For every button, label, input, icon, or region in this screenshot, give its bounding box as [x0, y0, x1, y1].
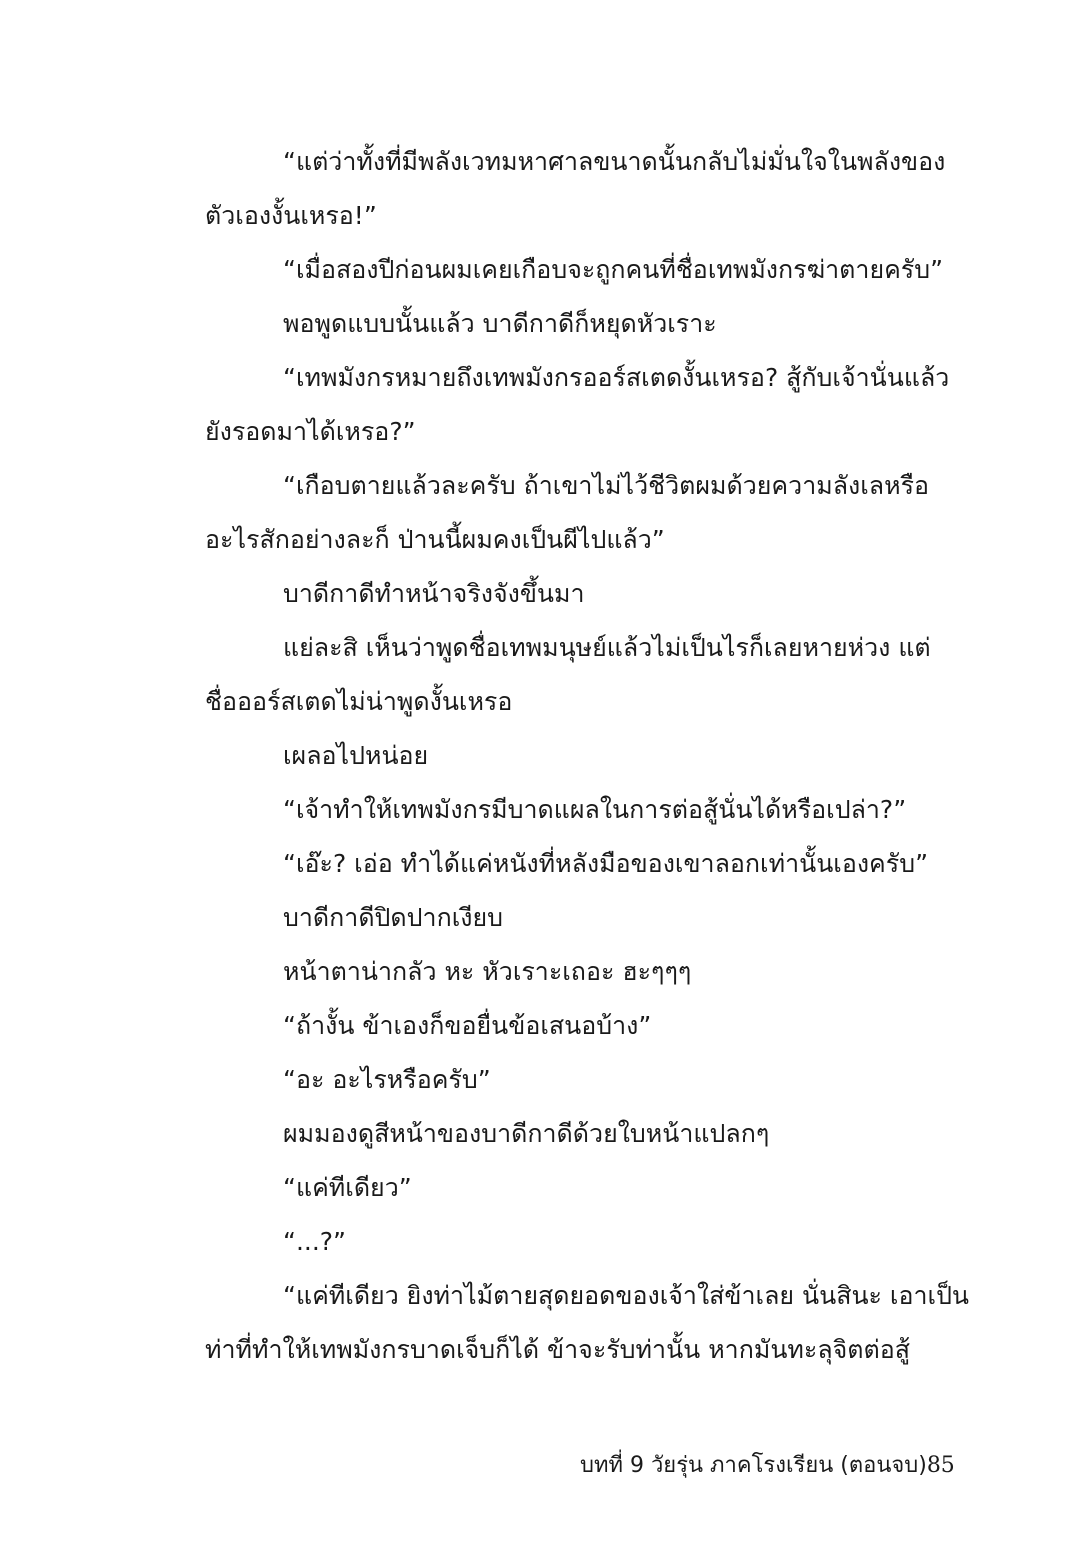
text-line: พอพูดแบบนั้นแล้ว บาดีกาดีก็หยุดหัวเราะ	[283, 309, 717, 338]
body-text	[205, 135, 970, 1377]
text-line: หน้าตาน่ากลัว หะ หัวเราะเถอะ ฮะๆๆๆ	[283, 957, 692, 986]
text-line: “แต่ว่าทั้งที่มีพลังเวทมหาศาลขนาดนั้นกลับไม่มั่นใจในพลังของ	[283, 147, 946, 176]
text-line: “เทพมังกรหมายถึงเทพมังกรออร์สเตดงั้นเหรอ? สู้กับเจ้านั่นแล้ว	[283, 363, 950, 392]
text-line: บาดีกาดีปิดปากเงียบ	[283, 903, 503, 932]
text-line: บาดีกาดีทำหน้าจริงจังขึ้นมา	[283, 579, 585, 608]
text-line: “อะ อะไรหรือครับ”	[283, 1065, 491, 1094]
text-line: ตัวเองงั้นเหรอ!”	[205, 201, 377, 230]
text-line: “แค่ทีเดียว ยิงท่าไม้ตายสุดยอดของเจ้าใส่ข้าเลย นั่นสินะ เอาเป็น	[283, 1281, 970, 1310]
text-line: แย่ละสิ เห็นว่าพูดชื่อเทพมนุษย์แล้วไม่เป็นไรก็เลยหายห่วง แต่	[283, 633, 931, 662]
text-line: เผลอไปหน่อย	[283, 741, 429, 770]
chapter-title: บทที่ 9 วัยรุ่น ภาคโรงเรียน (ตอนจบ)	[580, 1453, 927, 1478]
text-line: “แค่ทีเดียว”	[283, 1173, 412, 1202]
text-line: ชื่อออร์สเตดไม่น่าพูดงั้นเหรอ	[205, 687, 513, 716]
text-line: “ถ้างั้น ข้าเองก็ขอยื่นข้อเสนอบ้าง”	[283, 1011, 652, 1040]
page-number: 85	[926, 1453, 955, 1478]
text-line: ท่าที่ทำให้เทพมังกรบาดเจ็บก็ได้ ข้าจะรับท่านั้น หากมันทะลุจิตต่อสู้	[205, 1335, 911, 1364]
text-line: อะไรสักอย่างละก็ ป่านนี้ผมคงเป็นผีไปแล้ว”	[205, 525, 665, 554]
text-line: ผมมองดูสีหน้าของบาดีกาดีด้วยใบหน้าแปลกๆ	[283, 1119, 770, 1148]
text-line: “เจ้าทำให้เทพมังกรมีบาดแผลในการต่อสู้นั่นได้หรือเปล่า?”	[283, 795, 907, 824]
text-line: “เอ๊ะ? เอ่อ ทำได้แค่หนังที่หลังมือของเขาลอกเท่านั้นเองครับ”	[283, 849, 929, 878]
text-line: “...?”	[283, 1227, 347, 1256]
page-footer	[580, 1446, 955, 1486]
text-line: ยังรอดมาได้เหรอ?”	[205, 417, 416, 446]
text-line: “เมื่อสองปีก่อนผมเคยเกือบจะถูกคนที่ชื่อเทพมังกรฆ่าตายครับ”	[283, 255, 944, 284]
text-line: “เกือบตายแล้วละครับ ถ้าเขาไม่ไว้ชีวิตผมด้วยความลังเลหรือ	[283, 471, 930, 500]
